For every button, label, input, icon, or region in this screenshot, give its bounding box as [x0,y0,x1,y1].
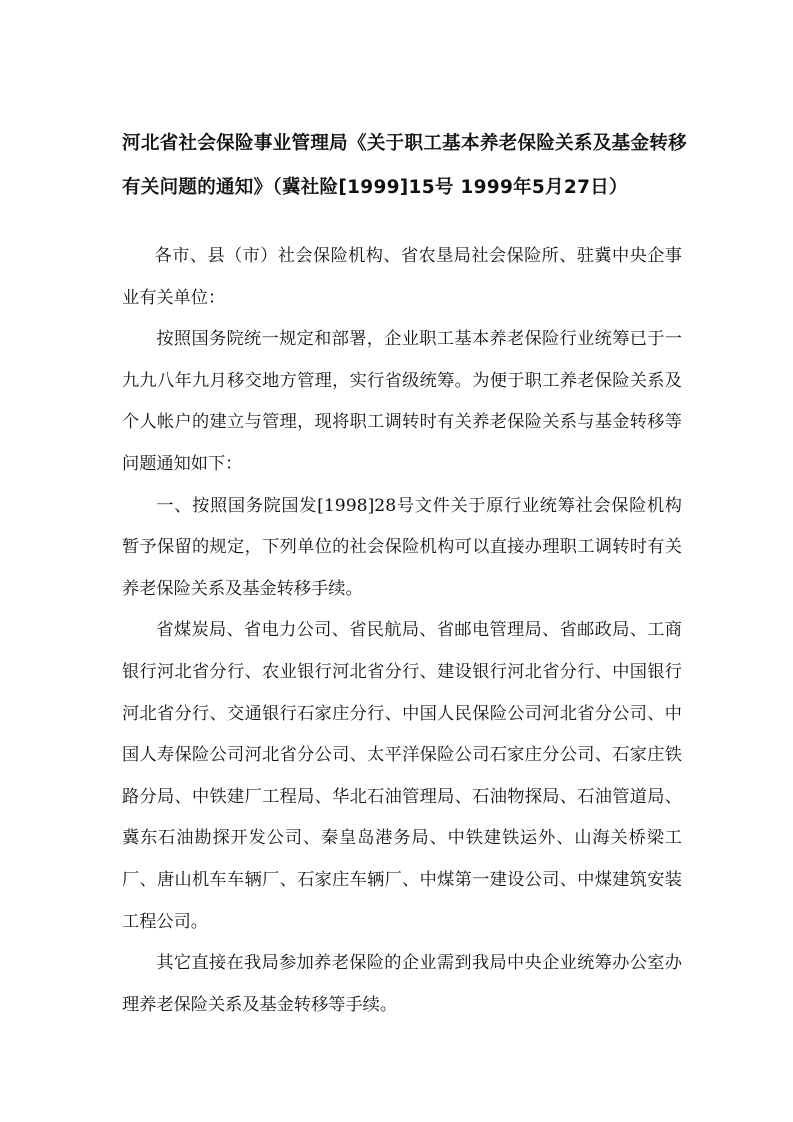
paragraph-unit-list: 省煤炭局、省电力公司、省民航局、省邮电管理局、省邮政局、工商银行河北省分行、农业银行河北省分行、建设银行河北省分行、中国银行河北省分行、交通银行石家庄分行、中国人民保险公司河北省分公司、中国人寿保险公司河北省分公司、太平洋保险公司石家庄分公司、石家庄铁路分局、中铁建厂工程局、华北石油管理局、石油物探局、石油管道局、冀东石油勘探开发公司、秦皇岛港务局、中铁建铁运外、山海关桥梁工厂、唐山机车车辆厂、石家庄车辆厂、中煤第一建设公司、中煤建筑安装工程公司。 [122,620,682,932]
paragraph-section-one: 一、按照国务院国发[1998]28号文件关于原行业统筹社会保险机构暂予保留的规定，下列单位的社会保险机构可以直接办理职工调转时有关养老保险关系及基金转移手续。 [122,495,682,599]
document-title: 河北省社会保险事业管理局《关于职工基本养老保险关系及基金转移有关问题的通知》（冀社险[1999]15号 1999年5月27日） [122,133,687,198]
document-body [122,236,682,1026]
salutation: 各市、县（市）社会保险机构、省农垦局社会保险所、驻冀中央企事业有关单位： [122,246,682,308]
paragraph-intro: 按照国务院统一规定和部署，企业职工基本养老保险行业统筹已于一九九八年九月移交地方管理，实行省级统筹。为便于职工养老保险关系及个人帐户的建立与管理，现将职工调转时有关养老保险关系与基金转移等问题通知如下： [122,329,682,474]
paragraph-other-enterprises: 其它直接在我局参加养老保险的企业需到我局中央企业统筹办公室办理养老保险关系及基金转移等手续。 [122,953,682,1015]
